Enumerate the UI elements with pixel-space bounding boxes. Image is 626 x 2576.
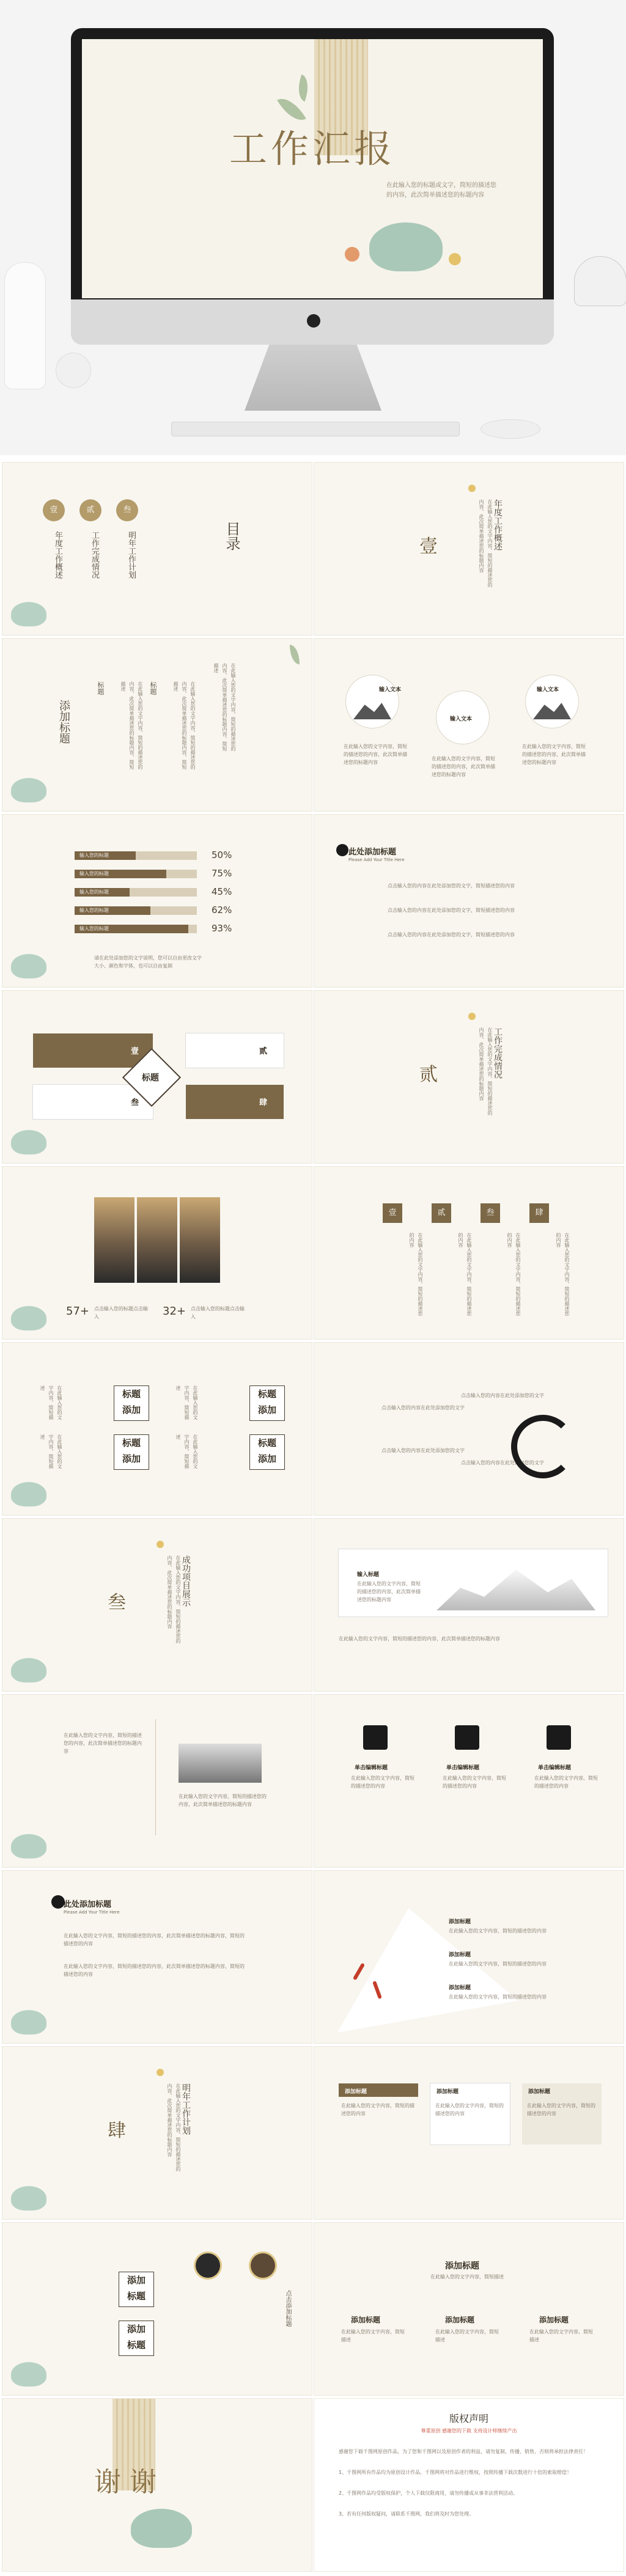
- label-text: 添加: [122, 1404, 141, 1415]
- slide-photo-text: [2, 1695, 312, 1867]
- bars-note: 请在此处添加您的文字说明，您可以自由更改文字大小、颜色和字体，也可以自由复制: [94, 955, 202, 969]
- column-body: 在此输入您的文字内容，简短的描述您的内容，此次简单描述您的标题内容，简短描述: [173, 681, 196, 769]
- tile-body: 在此输入您的文字内容，简短的描述您的内容: [409, 1233, 423, 1316]
- circle-label: 输入文本: [537, 687, 559, 693]
- stat-caption: 点击输入您的标题点击输入: [94, 1306, 148, 1319]
- teapot-decoration: [11, 1658, 46, 1682]
- title-slide: [82, 39, 543, 298]
- slide-four-tiles: [314, 1167, 624, 1339]
- box-title: 添加标题: [528, 2089, 551, 2095]
- label-box: [114, 1434, 149, 1470]
- column-title: 标题: [149, 681, 157, 695]
- point-item: 点击输入您的内容在此处添加您的文字，简短描述您的内容: [388, 883, 515, 889]
- section-body: 在此输入您的文字内容，简短的描述您的内容，此次简单描述您的标题内容: [479, 1027, 493, 1115]
- slide-circles: [314, 639, 624, 811]
- circle-image: [526, 675, 578, 728]
- mouse: [481, 419, 540, 439]
- tea-photo: [251, 2253, 275, 2278]
- slide-title: 此处添加标题: [64, 1900, 112, 1909]
- teapot-decoration: [11, 2362, 46, 2387]
- hero-subtitle: 在此输入您的标题或文字，简短的描述您的内容，此次简单描述您的标题内容: [386, 182, 496, 199]
- stat-number: 57+: [66, 1305, 89, 1318]
- slide-title: 此处添加标题: [348, 848, 397, 857]
- sub-title: 添加标题: [445, 2316, 475, 2324]
- stat-number: 32+: [163, 1305, 186, 1318]
- label-text: 标题: [122, 1389, 141, 1400]
- sunset-photo: [137, 1197, 177, 1283]
- circle-body: 在此输入您的文字内容，简短的描述您的内容，此次简单描述您的标题内容: [432, 756, 495, 777]
- sub-body: 在此输入您的文字内容，简短描述: [435, 2329, 499, 2343]
- column-body: 在此输入您的文字内容，简短的描述您的内容，此次简单描述您的标题内容，简短描述: [120, 681, 143, 769]
- tea-photo: [196, 2253, 220, 2278]
- progress-fill: 输入您的标题: [75, 906, 150, 915]
- ink-brush: [455, 1725, 479, 1750]
- label-box: [119, 2321, 154, 2356]
- ceramic-vase: [5, 263, 45, 389]
- teapot-decoration: [11, 2186, 46, 2211]
- toc-item: 明年工作计划: [127, 531, 136, 579]
- box-title: 添加标题: [345, 2089, 367, 2095]
- slide-section-2: [314, 991, 624, 1163]
- diamond-label: 标题: [142, 1073, 159, 1083]
- slide-label-grid: [2, 1343, 312, 1515]
- progress-percent: 93%: [212, 923, 232, 934]
- ink-dot: [51, 1895, 65, 1909]
- teapot-illustration: [369, 222, 443, 271]
- toc-badge: 壹: [43, 499, 65, 521]
- ink-line: 点击输入您的内容在此处添加您的文字: [381, 1448, 465, 1453]
- slide-triangle: [314, 1871, 624, 2043]
- monitor: [71, 28, 554, 331]
- label-text: 添加: [257, 1404, 276, 1415]
- card-title: 单击编辑标题: [355, 1765, 388, 1771]
- tile-body: 在此输入您的文字内容，简短的描述您的内容: [556, 1233, 570, 1316]
- label-text: 添加: [122, 1453, 141, 1464]
- progress-percent: 62%: [212, 905, 232, 916]
- label-box: [249, 1434, 285, 1470]
- slide-add-title: [2, 639, 312, 811]
- sub-body: 在此输入您的文字内容，简短描述: [341, 2329, 405, 2343]
- tile-badge: 壹: [383, 1203, 402, 1223]
- label-box: [249, 1385, 285, 1421]
- triangle-label: 添加标题: [449, 1919, 471, 1925]
- section-number: 贰: [419, 1064, 438, 1085]
- slide-copyright: [314, 2399, 624, 2571]
- label-body: 在此输入您的文字内容，简短描述: [175, 1434, 198, 1469]
- card-body: 在此输入您的文字内容，简短的描述您的内容: [534, 1775, 598, 1789]
- circle-body: 在此输入您的文字内容，简短的描述您的内容，此次简单描述您的标题内容: [522, 744, 586, 765]
- circle-label: 输入文本: [379, 687, 402, 693]
- slide-circles-2: [2, 2223, 312, 2395]
- flower-decoration: [449, 253, 461, 265]
- slide-boxes: [314, 2047, 624, 2219]
- divider: [155, 1719, 156, 1835]
- sub-title: 添加标题: [351, 2316, 381, 2324]
- sub-body: 在此输入您的文字内容，简短描述: [529, 2329, 593, 2343]
- tile-body: 在此输入您的文字内容，简短的描述您的内容: [458, 1233, 472, 1316]
- card-title: 单击编辑标题: [446, 1765, 480, 1771]
- teapot-decoration: [11, 2010, 46, 2035]
- ink-circle: [511, 1415, 575, 1478]
- apple-logo-icon: [307, 314, 320, 328]
- keyboard: [171, 422, 460, 436]
- toc-badge: 叁: [116, 499, 138, 521]
- teapot-decoration: [11, 1482, 46, 1506]
- section-body: 在此输入您的文字内容，简短的描述您的内容，此次简单描述您的标题内容: [479, 499, 493, 587]
- point-item: 点击输入您的内容在此处添加您的文字，简短描述您的内容: [388, 908, 515, 913]
- label-text: 标题: [257, 1389, 276, 1400]
- landscape-title: 输入标题: [357, 1572, 380, 1578]
- diamond-tile: 贰: [259, 1047, 268, 1056]
- teapot-decoration: [11, 1130, 46, 1154]
- slide-section-4: [2, 2047, 312, 2219]
- flower-decoration: [345, 247, 359, 262]
- ink-line: 点击输入您的内容在此处添加您的文字: [461, 1393, 544, 1398]
- slide-three-cards: [314, 1695, 624, 1867]
- leaf-decoration: [293, 75, 313, 101]
- progress-fill: 输入您的标题: [75, 888, 130, 897]
- label-box: [114, 1385, 149, 1421]
- tile-badge: 叁: [481, 1203, 500, 1223]
- box-body: 在此输入您的文字内容，简短的描述您的内容: [435, 2103, 504, 2116]
- slide-thanks: [2, 2399, 312, 2571]
- column-title: 标题: [97, 681, 105, 695]
- tile-body: 在此输入您的文字内容，简短的描述您的内容: [507, 1233, 521, 1316]
- ink-brush: [547, 1725, 571, 1750]
- flower-decoration: [468, 1013, 476, 1020]
- label-text: 标题: [127, 2291, 145, 2302]
- slide-subtitle: Please Add Your Title Here: [64, 1910, 120, 1915]
- slide-points: [314, 815, 624, 987]
- box-title: 添加标题: [436, 2089, 459, 2095]
- ink-line: 点击输入您的内容在此处添加您的文字: [381, 1405, 465, 1411]
- section-title: 年度工作概述: [493, 499, 503, 551]
- flower-decoration: [156, 2069, 164, 2076]
- diamond-panel: [186, 1085, 284, 1119]
- column-body: 在此输入您的文字内容，简短的描述您的内容，此次简单描述您的标题内容，简短描述: [213, 663, 236, 751]
- circle-image: [346, 675, 402, 728]
- toc-badge: 贰: [79, 499, 101, 521]
- section-body: 在此输入您的文字内容，简短的描述您的内容，此次简单描述您的标题内容: [167, 1555, 181, 1643]
- copyright-line: 3、若有任何版权疑问，请联系千图网，我们将及时为您处理。: [339, 2511, 474, 2517]
- teapot-photo: [575, 257, 626, 306]
- right-body: 在此输入您的文字内容，简短的描述您的内容，此次简单描述您的标题内容: [179, 1794, 267, 1807]
- ink-line: 点击输入您的内容在此处添加您的文字: [461, 1460, 544, 1466]
- hero-mockup: [0, 0, 626, 455]
- progress-percent: 75%: [212, 868, 232, 879]
- slide-landscape: [314, 1519, 624, 1691]
- label-text: 添加: [127, 2275, 145, 2286]
- teapot-decoration: [11, 602, 46, 626]
- section-number: 肆: [108, 2120, 126, 2141]
- circle-label: 输入文本: [450, 716, 473, 722]
- diamond-panel: [186, 1033, 284, 1068]
- label-text: 标题: [122, 1437, 141, 1448]
- progress-fill: 输入您的标题: [75, 870, 166, 878]
- diamond-tile: 肆: [259, 1098, 268, 1107]
- card-body: 在此输入您的文字内容，简短的描述您的内容: [443, 1775, 506, 1789]
- slide-body: 在此输入您的文字内容，简短的描述您的内容，此次简单描述您的标题内容，简短的描述您的内容: [64, 1933, 245, 1947]
- section-title: 明年工作计划: [181, 2083, 191, 2135]
- slide-section-3: [2, 1519, 312, 1691]
- circle-body: 在此输入您的文字内容，简短的描述您的内容，此次简单描述您的标题内容: [344, 744, 407, 765]
- diamond-tile: 壹: [131, 1047, 139, 1056]
- section-number: 叁: [108, 1592, 126, 1613]
- progress-fill: 输入您的标题: [75, 925, 188, 933]
- diamond-tile: 叁: [131, 1098, 139, 1107]
- landscape-caption: 在此输入您的文字内容，简短的描述您的内容，此次简单描述您的标题内容: [339, 1636, 500, 1642]
- card-title: 单击编辑标题: [538, 1765, 572, 1771]
- label-text: 标题: [257, 1437, 276, 1448]
- slide-progress-bars: [2, 815, 312, 987]
- sub-title: 添加标题: [539, 2316, 569, 2324]
- triangle-body: 在此输入您的文字内容，简短的描述您的内容: [449, 1994, 547, 2000]
- slide-title-text: [2, 1871, 312, 2043]
- slide-add-titles: [314, 2223, 624, 2395]
- copyright-line: 感谢您下载千图网原创作品，为了您和千图网以及原创作者的利益，请勿复制、传播、销售，否则将承担法律责任！: [339, 2449, 588, 2454]
- tile-badge: 贰: [432, 1203, 451, 1223]
- label-body: 在此输入您的文字内容，简短描述: [40, 1385, 62, 1420]
- slide-diamond: [2, 991, 312, 1163]
- slide-title: 添加标题: [57, 700, 70, 744]
- tile-badge: 肆: [529, 1203, 549, 1223]
- landscape-body: 在此输入您的文字内容，简短的描述您的内容，此次简单描述您的标题内容: [357, 1581, 421, 1602]
- copyright-title: 版权声明: [449, 2413, 488, 2424]
- copyright-subtitle: 尊重原创 感谢您的下载 支持设计师继续产出: [421, 2428, 517, 2434]
- slide-section-1: [314, 463, 624, 635]
- progress-fill: 输入您的标题: [75, 851, 136, 860]
- slide-photo: [2, 1167, 312, 1339]
- teapot-illustration: [131, 2509, 192, 2548]
- section-body: 在此输入您的文字内容，简短的描述您的内容，此次简单描述您的标题内容: [167, 2083, 181, 2171]
- sunset-photo: [180, 1197, 220, 1283]
- progress-percent: 45%: [212, 886, 232, 897]
- vertical-title: 点击添加标题: [284, 2290, 291, 2327]
- label-text: 添加: [127, 2324, 145, 2335]
- slide-body: 在此输入您的文字内容，简短的描述您的内容，此次简单描述您的标题内容，简短的描述您的内容: [64, 1964, 245, 1977]
- triangle-body: 在此输入您的文字内容，简短的描述您的内容: [449, 1961, 547, 1967]
- flower-decoration: [468, 485, 476, 492]
- stat-caption: 点击输入您的标题点击输入: [191, 1306, 245, 1319]
- toc-item: 年度工作概述: [53, 531, 62, 579]
- section-title: 成功项目展示: [181, 1555, 191, 1607]
- ink-brush: [363, 1725, 388, 1750]
- sunset-photo: [94, 1197, 134, 1283]
- slide-subtitle: Please Add Your Title Here: [348, 857, 405, 862]
- monitor-stand: [245, 345, 381, 411]
- progress-percent: 50%: [212, 849, 232, 861]
- teapot-decoration: [11, 1834, 46, 1859]
- copyright-line: 1、千图网所有作品均为原创设计作品，千图网将对作品进行维权，按照传播下载次数进行十倍的索取赔偿！: [339, 2470, 572, 2475]
- teapot-decoration: [11, 1306, 46, 1330]
- lake-photo: [179, 1744, 262, 1783]
- ceramic-ball: [56, 353, 90, 387]
- left-body: 在此输入您的文字内容，简短的描述您的内容，此次简单描述您的标题内容: [64, 1733, 142, 1754]
- main-body: 在此输入您的文字内容，简短描述: [430, 2274, 504, 2280]
- ink-dot: [336, 844, 348, 856]
- point-item: 点击输入您的内容在此处添加您的文字，简短描述您的内容: [388, 932, 515, 938]
- card-body: 在此输入您的文字内容，简短的描述您的内容: [351, 1775, 414, 1789]
- flower-decoration: [156, 1541, 164, 1548]
- box-body: 在此输入您的文字内容，简短的描述您的内容: [341, 2103, 414, 2116]
- label-box: [119, 2272, 154, 2307]
- toc-title: 目录: [223, 521, 240, 551]
- label-body: 在此输入您的文字内容，简短描述: [175, 1385, 198, 1420]
- label-text: 添加: [257, 1453, 276, 1464]
- triangle-body: 在此输入您的文字内容，简短的描述您的内容: [449, 1928, 547, 1934]
- slide-toc: [2, 463, 312, 635]
- section-number: 壹: [419, 536, 438, 557]
- label-text: 标题: [127, 2339, 145, 2350]
- leaf-decoration: [290, 645, 300, 664]
- triangle-label: 添加标题: [449, 1985, 471, 1991]
- slide-ink-circle: [314, 1343, 624, 1515]
- thanks-text: 谢谢: [94, 2467, 165, 2498]
- hero-title: 工作汇报: [229, 127, 396, 171]
- copyright-line: 2、千图网作品均受版权保护，个人下载仅限商用，请勿传播或从事非法营利活动。: [339, 2490, 518, 2496]
- toc-item: 工作完成情况: [90, 531, 99, 579]
- box-body: 在此输入您的文字内容，简短的描述您的内容: [527, 2103, 595, 2116]
- main-title: 添加标题: [445, 2261, 479, 2271]
- triangle-label: 添加标题: [449, 1952, 471, 1958]
- label-body: 在此输入您的文字内容，简短描述: [40, 1434, 62, 1469]
- teapot-decoration: [11, 954, 46, 978]
- teapot-decoration: [11, 778, 46, 802]
- section-title: 工作完成情况: [493, 1027, 503, 1079]
